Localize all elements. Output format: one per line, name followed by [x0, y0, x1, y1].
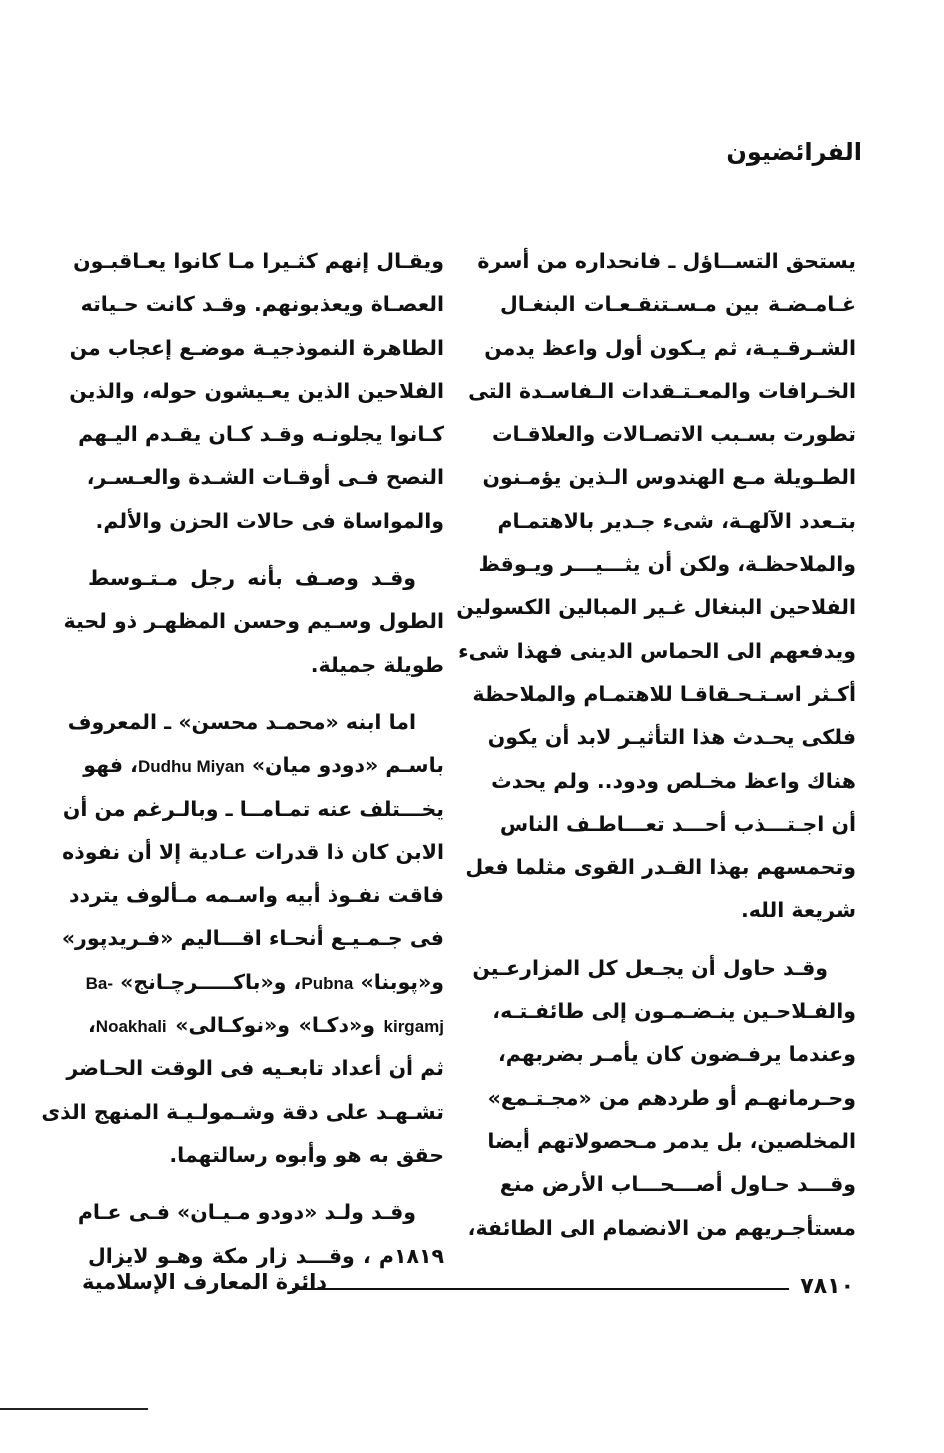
page-number: ٧٨١٠ — [800, 1274, 854, 1299]
paragraph-gap — [500, 933, 856, 947]
text-line-mixed — [85, 961, 444, 1004]
arabic-segment: و«دكـا» و«نوكـالى» — [175, 1013, 375, 1038]
text-line: بتـعدد الآلهـة، شىء جـدير بالاهتمـام — [497, 508, 856, 533]
latin-name: kirgamj — [383, 1017, 444, 1037]
text-line: وحـرمانهـم أو طردهم من «مجـتـمع» — [487, 1085, 856, 1110]
latin-name: Noakhali — [95, 1017, 167, 1037]
arabic-segment: ، و«باكـــــرچـانج» — [120, 969, 302, 994]
paragraph-gap — [88, 543, 444, 557]
text-line: طويلة جميلة. — [310, 652, 444, 677]
text-line: غـامـضـة بين مـسـتنقـعـات البنغـال — [500, 292, 856, 317]
text-line: يخـــتلف عنه تمـامــا ـ وبالـرغم من أن — [62, 796, 444, 821]
text-line: وقـد ولـد «دودو مـيـان» فـى عـام — [77, 1200, 416, 1225]
running-title: الفرائضيون — [726, 138, 862, 166]
text-line: وقـد حاول أن يجـعل كل المزارعـين — [472, 955, 828, 980]
text-line: ١٨١٩م ، وقـــد زار مكة وهـو لايزال — [88, 1243, 444, 1268]
text-line: الابن كان ذا قدرات عـادية إلا أن نفوذه — [62, 839, 444, 864]
paragraph-gap — [88, 1177, 444, 1191]
text-line: اما ابنه «محمـد محسن» ـ المعروف — [67, 709, 416, 734]
text-line: والملاحظـة، ولكن أن يثـــيـــر ويـوقظ — [478, 552, 856, 577]
scan-edge-line — [0, 1408, 148, 1410]
paragraph-gap — [88, 687, 444, 701]
text-line: تشـهـد على دقة وشـمولـيـة المنهج الذى — [41, 1099, 444, 1124]
latin-name: Pubna — [301, 973, 354, 993]
text-line: الطـويلة مـع الهندوس الـذين يؤمـنون — [482, 465, 856, 490]
text-line: فى جـمـيـع أنحـاء اقـــاليم «فـريدپور» — [61, 926, 444, 951]
text-line: الطاهرة النموذجيـة موضـع إعجاب من — [69, 335, 444, 360]
text-line: ثم أن أعداد تابعـيه فى الوقت الحـاضر — [66, 1056, 444, 1081]
text-line: الفلاحين الذين يعـيشون حوله، والذين — [69, 378, 444, 403]
text-line-mixed — [88, 1004, 444, 1047]
text-line: وتحمسهم بهذا القـدر القوى مثلما فعل — [465, 855, 856, 880]
text-line: يستحق التســاؤل ـ فانحداره من أسرة — [477, 249, 856, 273]
text-line: الفلاحين البنغال غـير المبالين الكسولين — [456, 595, 856, 620]
arabic-segment: ، — [88, 1013, 96, 1038]
arabic-segment: ، فهو — [83, 753, 138, 778]
text-line: ويدفعهم الى الحماس الدينى فهذا شىء — [458, 638, 856, 663]
text-line: والمواساة فى حالات الحزن والألم. — [95, 508, 444, 533]
footer-rule — [292, 1288, 789, 1290]
arabic-segment: و«پوبنا» — [360, 969, 444, 994]
text-line: المخلصين، بل يدمر مـحصولاتهم أيضا — [487, 1128, 856, 1153]
text-line: الشـرقـيـة، ثم يـكون أول واعظ يدمن — [484, 335, 856, 360]
text-line: الطول وسـيم وحسن المظهـر ذو لحية — [63, 609, 444, 634]
text-line: مستأجـريهم من الانضمام الى الطائفة، — [467, 1215, 856, 1240]
text-line: حقق به هو وأبوه رسالتهما. — [169, 1142, 444, 1167]
text-line: كـانوا يجلونـه وقـد كـان يقـدم اليـهم — [78, 422, 444, 447]
latin-name: Ba- — [85, 973, 113, 993]
text-line: أكـثر اسـتـحـقاقـا للاهتمـام والملاحظة — [472, 681, 856, 706]
text-line: هناك واعظ مخـلص ودود.. ولم يحدث — [491, 768, 856, 793]
text-line: الخـرافات والمعـتـقدات الـفاسـدة التى — [468, 378, 856, 403]
arabic-segment: باسـم «دودو ميان» — [251, 753, 444, 778]
text-line: أن اجـتـــذب أحـــد تعـــاطـف الناس — [499, 811, 856, 836]
text-line: وقـد وصـف بأنه رجل مـتـوسط — [88, 566, 416, 591]
text-line: العصـاة ويعذبونهم. وقـد كانت حـياته — [80, 292, 444, 317]
text-line: وقـــد حـاول أصـــحـــاب الأرض منع — [499, 1172, 856, 1197]
text-line: شريعة الله. — [740, 898, 856, 923]
latin-name: Dudhu Miyan — [137, 757, 245, 777]
text-line-mixed — [83, 744, 444, 787]
text-line: ويقـال إنهم كثـيرا مـا كانوا يعـاقبـون — [73, 249, 444, 273]
left-column — [41, 240, 444, 1278]
text-line: تطورت بسـبب الاتصـالات والعلاقـات — [491, 422, 856, 447]
right-column — [456, 240, 856, 1250]
text-line: فاقت نفـوذ أبيه واسـمه مـألوف يتردد — [68, 883, 444, 908]
text-line: فلكى يحـدث هذا التأثيـر لابد أن يكون — [487, 725, 856, 750]
journal-title: دائرة المعارف الإسلامية — [82, 1270, 328, 1294]
text-line: والفـلاحـين ينـضـمـون إلى طائفـتـه، — [492, 999, 856, 1024]
text-line: وعندما يرفـضون كان يأمـر بضربهم، — [497, 1042, 856, 1067]
text-line: النصح فـى أوقـات الشـدة والعـسـر، — [86, 465, 444, 490]
